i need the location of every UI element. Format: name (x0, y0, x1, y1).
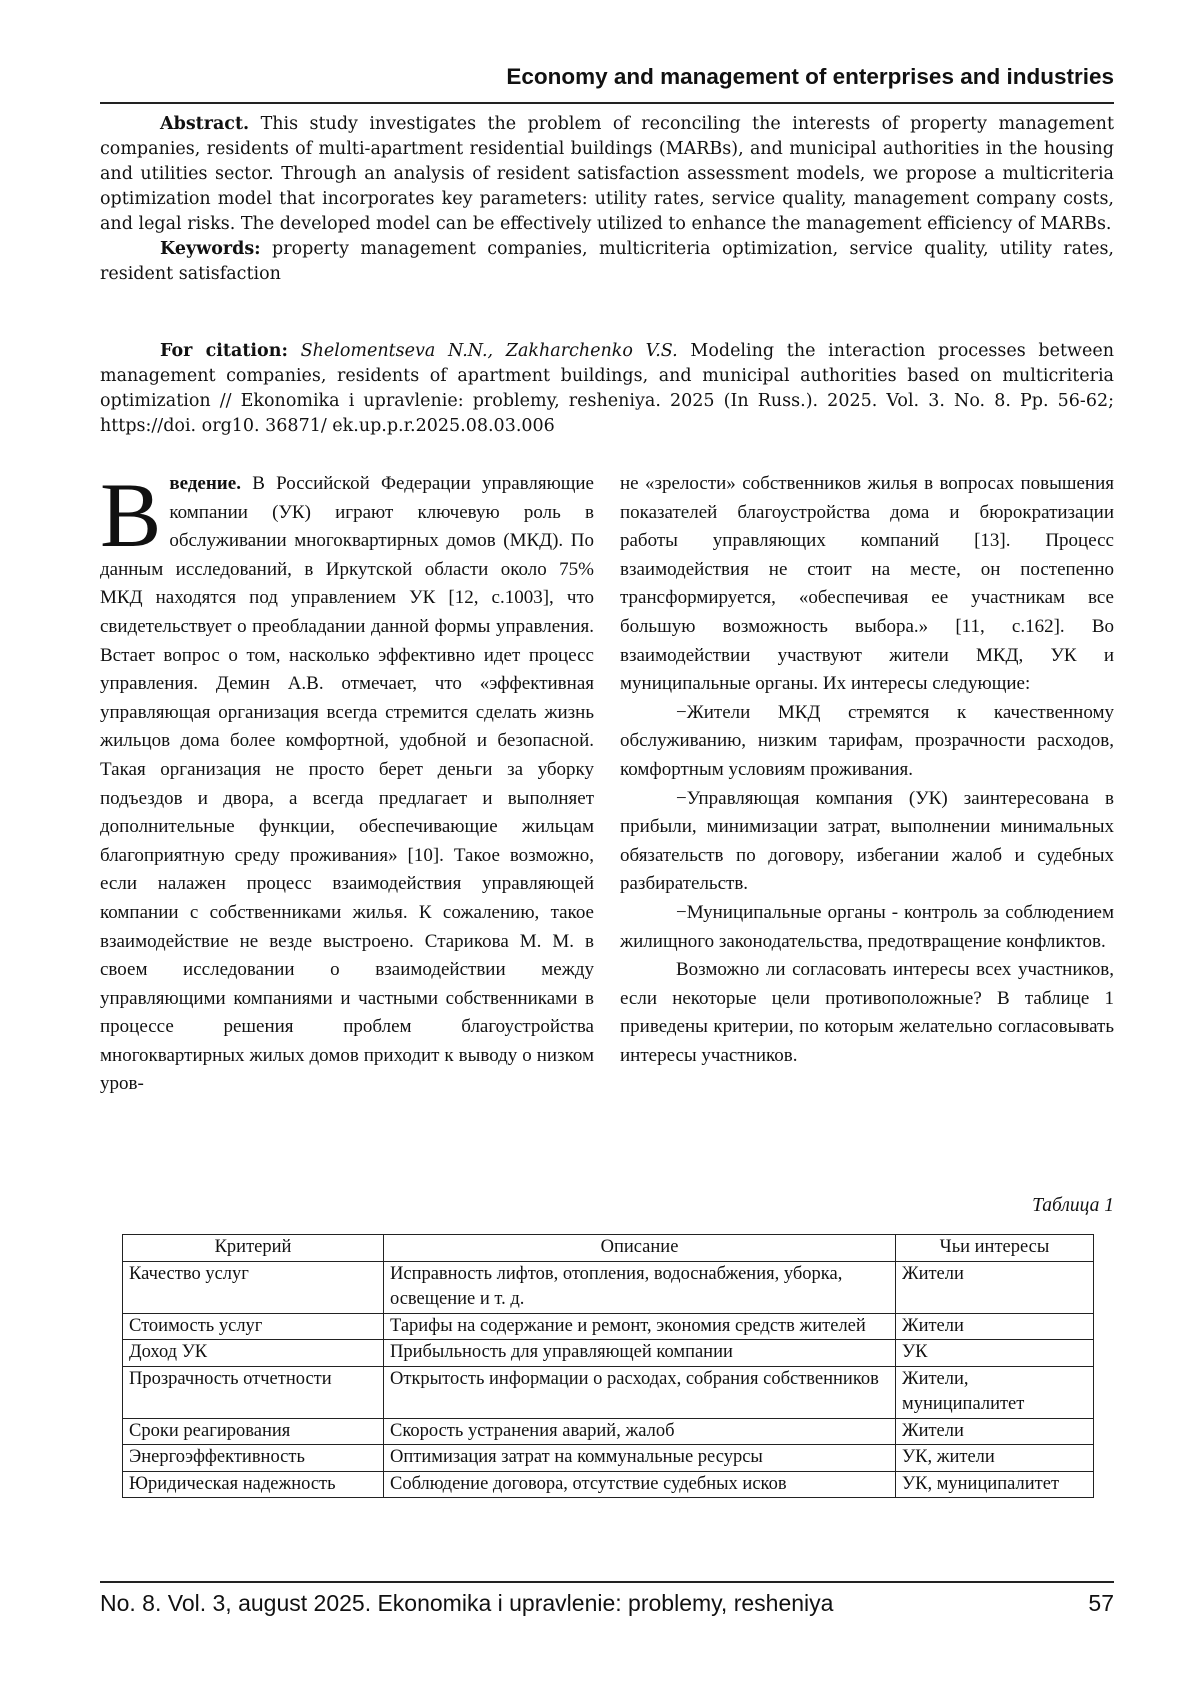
table-cell: Стоимость услуг (123, 1313, 384, 1340)
table-cell: Жители (896, 1313, 1094, 1340)
residents-interest-item: −Жители МКД стремятся к качественному обслуживанию, низким тарифам, прозрачности расходов, комфортным условиям проживания. (620, 701, 1114, 780)
table-cell: УК, муниципалитет (896, 1471, 1094, 1498)
table-row (123, 1340, 1094, 1367)
table-cell: Открытость информации о расходах, собрания собственников (384, 1366, 896, 1418)
table-cell: Юридическая надежность (123, 1471, 384, 1498)
table-caption: Таблица 1 (1032, 1195, 1114, 1216)
table-cell: Энергоэффективность (123, 1445, 384, 1472)
table-row (123, 1418, 1094, 1445)
drop-cap: В (100, 464, 162, 566)
citation-block (100, 339, 1114, 439)
municipal-interest-item: −Муниципальные органы - контроль за соблюдением жилищного законодательства, предотвращение конфликтов. (620, 901, 1114, 952)
citation-authors: Shelomentseva N.N., Zakharchenko V.S. (300, 341, 678, 361)
table-cell: Тарифы на содержание и ремонт, экономия средств жителей (384, 1313, 896, 1340)
table-cell: Соблюдение договора, отсутствие судебных исков (384, 1471, 896, 1498)
abstract-label: Abstract. (160, 114, 250, 134)
journal-reference: No. 8. Vol. 3, august 2025. Ekonomika i upravlenie: problemy, resheniya (100, 1590, 834, 1616)
abstract-paragraph (100, 112, 1114, 237)
criteria-table (122, 1234, 1094, 1498)
table-cell: Оптимизация затрат на коммунальные ресурсы (384, 1445, 896, 1472)
table-cell: УК, жители (896, 1445, 1094, 1472)
table-cell: Доход УК (123, 1340, 384, 1367)
intro-paragraph (100, 464, 594, 1099)
keywords-paragraph (100, 237, 1114, 287)
table-cell: Исправность лифтов, отопления, водоснабжения, уборка, освещение и т. д. (384, 1261, 896, 1313)
table-cell: УК (896, 1340, 1094, 1367)
keywords-text: property management companies, multicriteria optimization, service quality, utility rates, resident satisfaction (100, 239, 1114, 284)
column-header-stakeholders: Чьи интересы (896, 1235, 1094, 1262)
body-paragraph: не «зрелости» собственников жилья в вопросах повышения показателей благоустройства дома и бюрократизации работы управляющих компаний [13]. Процесс взаимодействия не стоит на месте, он постепенно трансформируется, «обеспечивая ее участникам все большую возможность выбора.» [11, с.162]. Во взаимодействии участвуют жители МКД, УК и муниципальные органы. Их интересы следующие: (620, 473, 1114, 695)
table-cell: Жители, муниципалитет (896, 1366, 1094, 1418)
table-row (123, 1366, 1094, 1418)
citation-paragraph (100, 339, 1114, 439)
table-row (123, 1471, 1094, 1498)
table-row (123, 1261, 1094, 1313)
table-cell: Скорость устранения аварий, жалоб (384, 1418, 896, 1445)
column-header-criterion: Критерий (123, 1235, 384, 1262)
body-column-left (100, 464, 594, 1099)
table-row (123, 1313, 1094, 1340)
table-cell: Качество услуг (123, 1261, 384, 1313)
running-header: Economy and management of enterprises and industries (506, 64, 1114, 89)
table-cell: Прозрачность отчетности (123, 1366, 384, 1418)
abstract-block (100, 112, 1114, 287)
keywords-label: Keywords: (160, 239, 261, 259)
citation-label: For citation: (160, 341, 288, 361)
table-header-row (123, 1235, 1094, 1262)
intro-lead: ведение. (169, 473, 241, 494)
table-row (123, 1445, 1094, 1472)
body-column-right (620, 470, 1114, 1070)
citation-text: Modeling the interaction processes between management companies, residents of apartment buildings, and municipal authorities based on multicriteria optimization // Ekonomika i upravlenie: problemy, resheniya. 2025 (In Russ.). 2025. Vol. 3. No. 8. Pp. 56-62; https://doi. org10. 36871/ ek.up.p.r.2025.08.03.006 (100, 341, 1114, 436)
header-rule (100, 102, 1114, 104)
company-interest-item: −Управляющая компания (УК) заинтересована в прибыли, минимизации затрат, выполнении минимальных обязательств по договору, избегании жалоб и судебных разбирательств. (620, 787, 1114, 895)
intro-text: В Российской Федерации управляющие компании (УК) играют ключевую роль в обслуживании многоквартирных домов (МКД). По данным исследований, в Иркутской области около 75% МКД находятся под управлением УК [12, с.1003], что свидетельствует о преобладании данной формы управления. Встает вопрос о том, насколько эффективно идет процесс управления. Демин А.В. отмечает, что «эффективная управляющая организация всегда стремится сделать жизнь жильцов дома более комфортной, удобной и безопасной. Такая организация не просто берет деньги за уборку подъездов и двора, а всегда предлагает и выполняет дополнительные функции, обеспечивающие жильцам благоприятную среду проживания» [10]. Такое возможно, если налажен процесс взаимодействия управляющей компании с собственниками жилья. К сожалению, такое взаимодействие не везде выстроено. Старикова М. М. в своем исследовании о взаимодействии между управляющими компаниями и частными собственниками в процессе решения проблем благоустройства многоквартирных жилых домов приходит к выводу о низком уров- (100, 473, 594, 1095)
page-number: 57 (1088, 1590, 1114, 1616)
table-cell: Жители (896, 1261, 1094, 1313)
body-paragraph: Возможно ли согласовать интересы всех участников, если некоторые цели противоположные? В таблице 1 приведены критерии, по которым желательно согласовывать интересы участников. (620, 959, 1114, 1066)
table-cell: Сроки реагирования (123, 1418, 384, 1445)
column-header-description: Описание (384, 1235, 896, 1262)
table-cell: Прибыльность для управляющей компании (384, 1340, 896, 1367)
abstract-text: This study investigates the problem of reconciling the interests of property management companies, residents of multi-apartment residential buildings (MARBs), and municipal authorities in the housing and utilities sector. Through an analysis of resident satisfaction assessment models, we propose a multicriteria optimization model that incorporates key parameters: utility rates, service quality, management company costs, and legal risks. The developed model can be effectively utilized to enhance the management efficiency of MARBs. (100, 114, 1114, 234)
table-cell: Жители (896, 1418, 1094, 1445)
footer-rule (100, 1581, 1114, 1583)
